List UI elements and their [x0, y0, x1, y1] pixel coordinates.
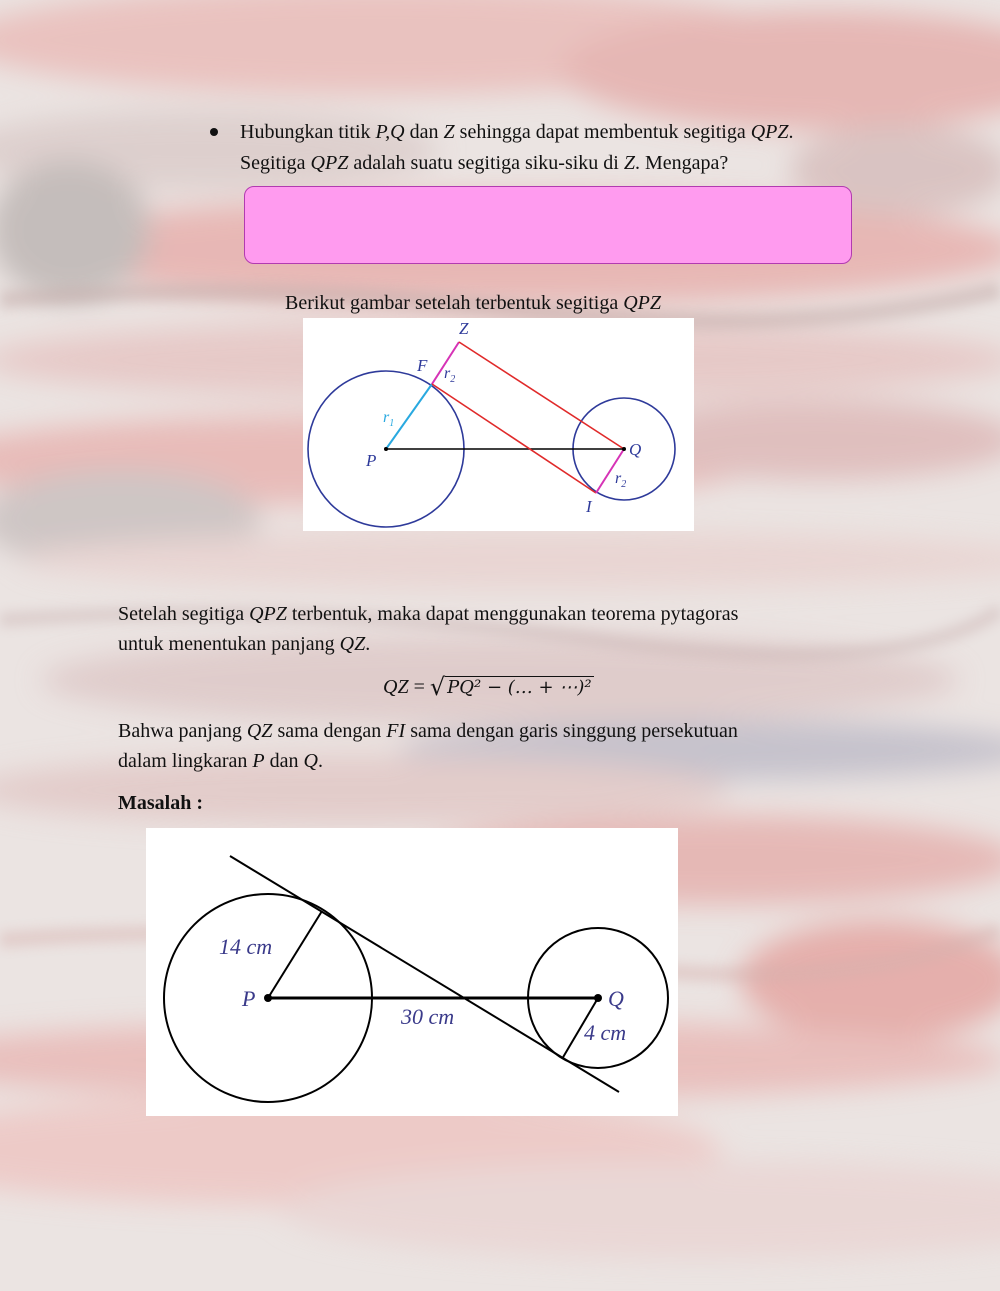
answer-input[interactable]: [244, 186, 852, 264]
bullet-line-2: Segitiga QPZ adalah suatu segitiga siku-siku di Z. Mengapa?: [240, 152, 729, 174]
label-r2-top: $r_2$: [444, 365, 456, 385]
radius-p: [268, 911, 322, 998]
para2-line-2: dalam lingkaran P dan Q.: [118, 750, 323, 772]
para1-line-1: Setelah segitiga QPZ terbentuk, maka dapat menggunakan teorema pytagoras: [118, 603, 739, 625]
label-r2-bottom: $r_2$: [615, 470, 627, 490]
point-q: [622, 447, 626, 451]
figure-problem-circles: [146, 828, 678, 1116]
pythagoras-formula: QZ = √ PQ² − (… + ⋯)²: [383, 673, 592, 701]
label-q: Q: [608, 986, 624, 1011]
label-14cm: 14 cm: [219, 934, 273, 959]
figure-caption: Berikut gambar setelah terbentuk segitiga QPZ: [285, 292, 662, 314]
para1-line-2: untuk menentukan panjang QZ.: [118, 633, 371, 655]
label-i: I: [586, 497, 592, 516]
label-4cm: 4 cm: [584, 1020, 627, 1045]
label-30cm: 30 cm: [401, 1004, 455, 1029]
tangent-line: [230, 856, 619, 1092]
label-f: F: [417, 356, 428, 375]
point-q: [594, 994, 602, 1002]
point-p: [264, 994, 272, 1002]
segment-zq: [459, 342, 624, 449]
label-r1: $r_1$: [383, 409, 395, 429]
label-z: Z: [459, 319, 469, 338]
bullet-point: [210, 128, 218, 136]
label-p: P: [242, 986, 256, 1011]
masalah-heading: Masalah :: [118, 792, 203, 814]
bullet-line-1: Hubungkan titik P,Q dan Z sehingga dapat membentuk segitiga QPZ.: [240, 121, 794, 143]
tangent-fi: [432, 384, 596, 493]
radius-r1: [386, 384, 432, 449]
para2-line-1: Bahwa panjang QZ sama dengan FI sama dengan garis singgung persekutuan: [118, 720, 738, 742]
label-q: Q: [629, 440, 642, 459]
figure-triangle-qpz: [303, 318, 694, 531]
label-p: P: [366, 451, 377, 470]
point-p: [384, 447, 388, 451]
